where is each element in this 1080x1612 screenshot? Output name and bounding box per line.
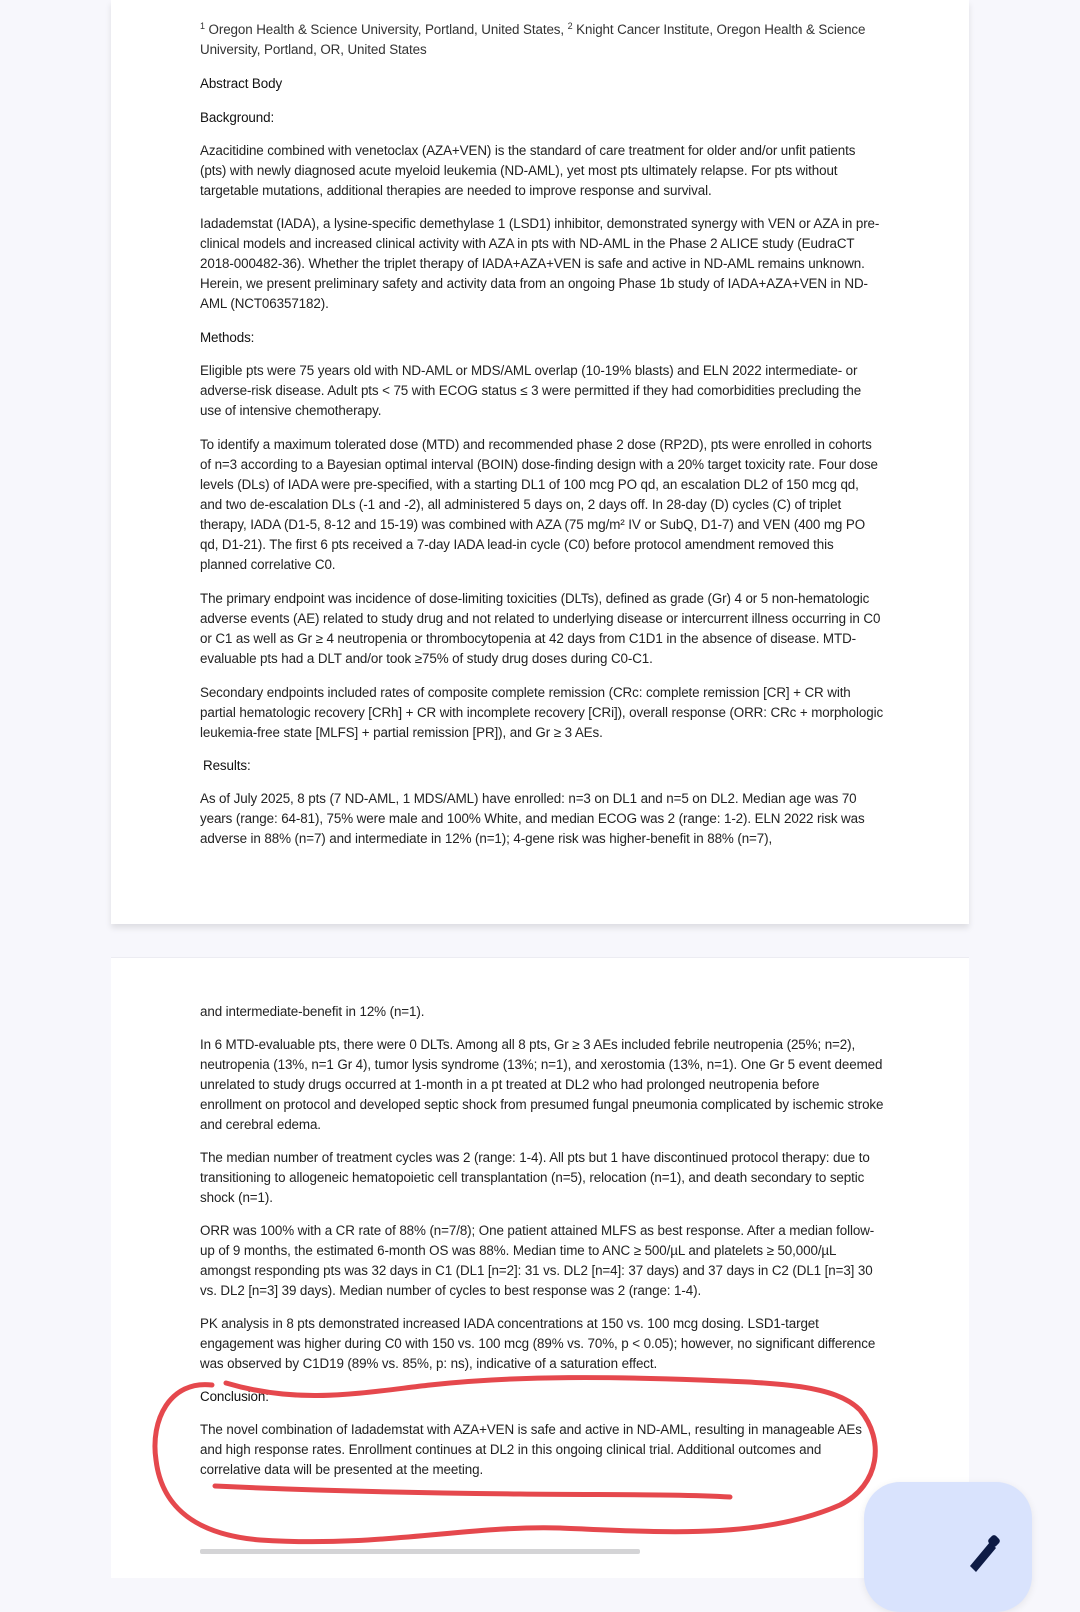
clipped-keywords-line	[200, 1549, 640, 1554]
results-paragraph: The median number of treatment cycles was 2 (range: 1-4). All pts but 1 have discontinued protocol therapy: due to transitioning to allogeneic hematopoietic cell transplantation (n=5), relocation (n=1), and death secondary to septic shock (n=1).	[200, 1150, 870, 1205]
background-paragraph: Azacitidine combined with venetoclax (AZA+VEN) is the standard of care treatment for older and/or unfit patients (pts) with newly diagnosed acute myeloid leukemia (ND-AML), yet most pts ultimately relapse. For pts without targetable mutations, additional therapies are needed to improve response and survival.	[200, 143, 856, 198]
affiliation-sup-2: 2	[567, 21, 573, 31]
background-paragraph: Iadademstat (IADA), a lysine-specific demethylase 1 (LSD1) inhibitor, demonstrated synergy with VEN or AZA in pre-clinical models and increased clinical activity with AZA in pts with ND-AML in the Phase 2 ALICE study (EudraCT 2018-000482-36). Whether the triplet therapy of IADA+AZA+VEN is safe and active in ND-AML remains unknown. Herein, we present preliminary safety and activity data from an ongoing Phase 1b study of IADA+AZA+VEN in ND-AML (NCT06357182).	[200, 216, 880, 311]
results-paragraph-continued: and intermediate-benefit in 12% (n=1).	[200, 1004, 425, 1019]
document-page-2	[111, 957, 969, 1578]
methods-paragraph: To identify a maximum tolerated dose (MTD) and recommended phase 2 dose (RP2D), pts were enrolled in cohorts of n=3 according to a Bayesian optimal interval (BOIN) dose-finding design with a 20% target toxicity rate. Four dose levels (DLs) of IADA were pre-specified, with a starting DL1 of 100 mcg PO qd, an escalation DL2 of 150 mcg qd, and two de-escalation DLs (-1 and -2), all administered 5 days on, 2 days off. In 28-day (D) cycles (C) of triplet therapy, IADA (D1-5, 8-12 and 15-19) was combined with AZA (75 mg/m² IV or SubQ, D1-7) and VEN (400 mg PO qd, D1-21). The first 6 pts received a 7-day IADA lead-in cycle (C0) before protocol amendment removed this planned correlative C0.	[200, 437, 878, 572]
affiliations	[200, 20, 884, 60]
conclusion-heading: Conclusion:	[200, 1389, 269, 1404]
document-page-1	[111, 0, 969, 924]
edit-fab-button[interactable]	[864, 1482, 1032, 1612]
methods-paragraph: Secondary endpoints included rates of composite complete remission (CRc: complete remission [CR] + CR with partial hematologic recovery [CRh] + CR with incomplete recovery [CRi]), overall response (ORR: CRc + morphologic leukemia-free state [MLFS] + partial remission [PR]), and Gr ≥ 3 AEs.	[200, 685, 884, 740]
results-paragraph: ORR was 100% with a CR rate of 88% (n=7/8); One patient attained MLFS as best response. After a median follow-up of 9 months, the estimated 6-month OS was 88%. Median time to ANC ≥ 500/µL and platelets ≥ 50,000/µL amongst responding pts was 32 days in C1 (DL1 [n=2]: 31 vs. DL2 [n=4]: 37 days) and 37 days in C2 (DL1 [n=3] 30 vs. DL2 [n=3] 39 days). Median number of cycles to best response was 2 (range: 1-4).	[200, 1223, 875, 1298]
methods-heading: Methods:	[200, 330, 255, 345]
background-heading: Background:	[200, 110, 275, 125]
methods-paragraph: Eligible pts were 75 years old with ND-AML or MDS/AML overlap (10-19% blasts) and ELN 2022 intermediate- or adverse-risk disease. Adult pts < 75 with ECOG status ≤ 3 were permitted if they had comorbidities precluding the use of intensive chemotherapy.	[200, 363, 862, 418]
results-paragraph: As of July 2025, 8 pts (7 ND-AML, 1 MDS/AML) have enrolled: n=3 on DL1 and n=5 on DL2. Median age was 70 years (range: 64-81), 75% were male and 100% White, and median ECOG was 2 (range: 1-2). ELN 2022 risk was adverse in 88% (n=7) and intermediate in 12% (n=1); 4-gene risk was higher-benefit in 88% (n=7),	[200, 791, 865, 846]
results-paragraph: In 6 MTD-evaluable pts, there were 0 DLTs. Among all 8 pts, Gr ≥ 3 AEs included febrile neutropenia (25%; n=2), neutropenia (13%, n=1 Gr 4), tumor lysis syndrome (13%; n=1), and xerostomia (13%, n=1). One Gr 5 event deemed unrelated to study drugs occurred at 1-month in a pt treated at DL2 who had prolonged neutropenia before enrollment on protocol and developed septic shock from presumed fungal pneumonia complicated by ischemic stroke and cerebral edema.	[200, 1037, 884, 1132]
results-heading: Results:	[203, 758, 251, 773]
affiliation-2: Knight Cancer Institute, Oregon Health & Science University, Portland, OR, United States	[200, 22, 866, 57]
methods-paragraph: The primary endpoint was incidence of dose-limiting toxicities (DLTs), defined as grade (Gr) 4 or 5 non-hematologic adverse events (AE) related to study drug and not related to underlying disease or intercurrent illness occurring in C0 or C1 as well as Gr ≥ 4 neutropenia or thrombocytopenia at 42 days from C1D1 in the absence of disease. MTD-evaluable pts had a DLT and/or took ≥75% of study drug doses during C0-C1.	[200, 591, 881, 666]
abstract-body-heading: Abstract Body	[200, 76, 283, 91]
affiliation-sup-1: 1	[200, 21, 205, 31]
affiliation-1: Oregon Health & Science University, Portland, United States,	[204, 22, 568, 37]
conclusion-paragraph: The novel combination of Iadademstat with AZA+VEN is safe and active in ND-AML, resulting in manageable AEs and high response rates. Enrollment continues at DL2 in this ongoing clinical trial. Additional outcomes and correlative data will be presented at the meeting.	[200, 1422, 862, 1477]
edit-pencil-icon	[962, 1532, 1002, 1572]
results-paragraph: PK analysis in 8 pts demonstrated increased IADA concentrations at 150 vs. 100 mcg dosing. LSD1-target engagement was higher during C0 with 150 vs. 100 mcg (89% vs. 70%, p < 0.05); however, no significant difference was observed by C1D19 (89% vs. 85%, p: ns), indicative of a saturation effect.	[200, 1316, 876, 1371]
